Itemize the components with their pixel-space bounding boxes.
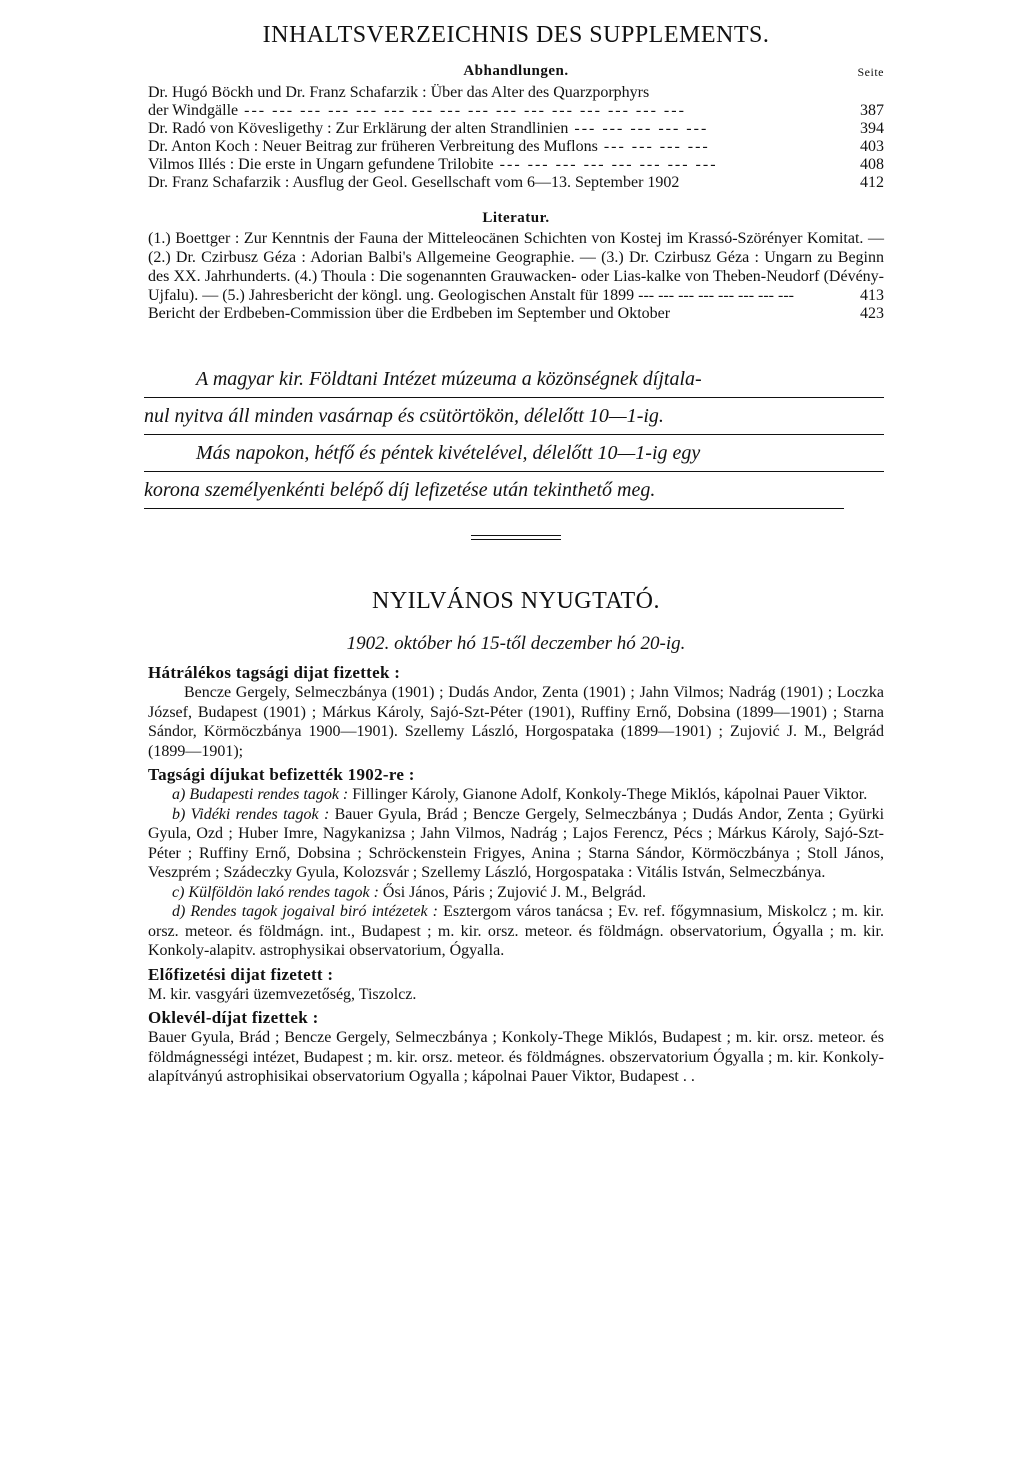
- toc-entry-text: der Windgälle: [148, 102, 239, 119]
- notice-line-3: Más napokon, hétfő és péntek kivételével, délelőtt 10—1-ig egy: [144, 435, 884, 472]
- arrears-heading: Hátrálékos tagsági dijat fizettek :: [148, 663, 401, 682]
- subscription-heading: Előfizetési dijat fizetett :: [148, 964, 334, 984]
- literatur-entry-text: (1.) Boettger : Zur Kenntnis der Fauna der Mitteleocänen Schichten von Kostej im Krassó-Szörényer Komitat. — (2.) Dr. Czirbusz Géza : Adorian Balbi's Allgemeine Geographie. — (3.) Dr. Czirbusz Géza : Ungarn zu Beginn des XX. Jahrhunderts. (4.) Thoula : Die sogenannten Grauwacken- oder Lias-kalke von Theben-Neudorf (Dévény-Ujfalu). — (5.) Jahresbericht der köngl. ung. Geologischen Anstalt für 1899: [148, 230, 884, 304]
- toc-entry-text: Vilmos Illés : Die erste in Ungarn gefundene Trilobite: [148, 156, 494, 173]
- fees-institutions-text: Esztergom város tanácsa ; Ev. ref. főgymnasium, Miskolcz ; m. kir. orsz. meteor. és földmágn. int., Budapest ; m. kir. orsz. meteor. és földmágn. observatorium, Ógyalla ; m. kir. Konkoly-alapitv. astrophysikai observatorium, Ógyalla.: [148, 903, 885, 959]
- notice-line-2: nul nyitva áll minden vasárnap és csütörtökön, délelőtt 10—1-ig.: [144, 398, 884, 435]
- arrears-text: Bencze Gergely, Selmeczbánya (1901) ; Dudás Andor, Zenta (1901) ; Jahn Vilmos; Nadrág (1901) ; Loczka József, Budapest (1901) ; Márkus Károly, Sajó-Szt-Péter (1901), Ruffiny Ernő, Dobsina (1899—1901) ; Starna Sándor, Körmöczbánya 1900—1901). Szellemy László, Horgospataka (1899—1901) ; Zujović J. M., Belgrád (1899—1901);: [148, 684, 884, 760]
- literatur-entry-text: Bericht der Erdbeben-Commission über die Erdbeben im September und Oktober: [148, 305, 671, 322]
- toc-entry-5: [148, 174, 884, 192]
- receipt-date: 1902. október hó 15-től deczember hó 20-ig.: [346, 633, 686, 654]
- toc-entry-3: [148, 138, 884, 156]
- toc-page-number: 413: [860, 287, 884, 304]
- diploma-heading: Oklevél-díjat fizettek :: [148, 1008, 319, 1027]
- toc-page-number: 408: [860, 156, 884, 173]
- literatur-entry-2: [148, 305, 884, 323]
- toc-entry-text: Dr. Anton Koch : Neuer Beitrag zur früheren Verbreitung des Muflons: [148, 138, 598, 155]
- literatur-heading: Literatur.: [482, 210, 550, 226]
- toc-page-number: 387: [860, 102, 884, 119]
- fees-provincial-text: Bauer Gyula, Brád ; Bencze Gergely, Selmeczbánya ; Dudás Andor, Zenta ; Gyürki Gyula, Ozd ; Huber Imre, Nagykanizsa ; Jahn Vilmos, Nadrág ; Lajos Ferencz, Pécs ; Márkus Károly, Sajó-Szt-Péter ; Ruffiny Ernő, Dobsina ; Schröckenstein Frigyes, Anina ; Starna Sándor, Körmöczbánya ; Stoll János, Veszprém ; Szádeczky Gyula, Kolozsvár ; Szellemy László, Horgospataka : Vitális István, Selmeczbánya.: [148, 805, 885, 881]
- seite-label: Seite: [857, 65, 884, 79]
- toc-leader: --- --- --- --- --- --- --- --- --- --- --- --- --- --- --- ---: [244, 102, 686, 119]
- fees-budapest: [148, 785, 884, 805]
- fees-abroad-label: c) Külföldön lakó rendes tagok :: [172, 883, 379, 901]
- toc-leader: --- --- --- ---: [603, 138, 710, 155]
- fees-provincial-label: b) Vidéki rendes tagok :: [172, 805, 330, 823]
- abhandlungen-heading: [148, 63, 884, 80]
- abhandlungen-heading-text: Abhandlungen.: [463, 63, 569, 79]
- fees-provincial: [148, 805, 884, 883]
- subscription-text: M. kir. vasgyári üzemvezetőség, Tiszolcz.: [148, 985, 417, 1003]
- toc-page-number: 394: [860, 120, 884, 137]
- receipt-title: NYILVÁNOS NYUGTATÓ.: [371, 588, 661, 614]
- toc-leader: --- --- --- --- ---: [574, 120, 709, 137]
- museum-notice: [144, 361, 884, 509]
- toc-leader: --- --- --- --- --- --- --- ---: [499, 156, 718, 173]
- toc-entry-text: Dr. Franz Schafarzik : Ausflug der Geol. Gesellschaft vom 6—13. September 1902: [148, 174, 680, 191]
- toc-entry-1-line-2: [148, 102, 884, 120]
- notice-line-1: A magyar kir. Földtani Intézet múzeuma a közönségnek díjtala-: [144, 361, 884, 398]
- fees-institutions: [148, 902, 884, 961]
- fees-budapest-text: Fillinger Károly, Gianone Adolf, Konkoly-Thege Miklós, kápolnai Pauer Viktor.: [352, 786, 868, 803]
- notice-line-4: korona személyenkénti belépő díj lefizetése után tekinthető meg.: [144, 472, 844, 509]
- toc-entry-2: [148, 120, 884, 138]
- toc-entry-1-line-1: Dr. Hugó Böckh und Dr. Franz Schafarzik : Über das Alter des Quarzporphyrs: [148, 84, 650, 101]
- fees-budapest-label: a) Budapesti rendes tagok :: [172, 786, 349, 803]
- toc-entry-text: Dr. Radó von Kövesligethy : Zur Erklärung der alten Strandlinien: [148, 120, 569, 137]
- page-title: INHALTSVERZEICHNIS DES SUPPLEMENTS.: [262, 22, 770, 48]
- toc-page-number: 412: [860, 174, 884, 191]
- toc-page-number: 403: [860, 138, 884, 155]
- toc-entry-4: [148, 156, 884, 174]
- literatur-entry-1: [148, 229, 884, 305]
- toc-leader: --- --- --- --- --- --- --- ---: [638, 287, 794, 304]
- fees-institutions-label: d) Rendes tagok jogaival biró intézetek :: [172, 903, 438, 920]
- fees-abroad: [148, 883, 884, 903]
- diploma-text: Bauer Gyula, Brád ; Bencze Gergely, Selmeczbánya ; Konkoly-Thege Miklós, Budapest ; m. kir. orsz. meteor. és földmágnességi intézet, Budapest ; m. kir. orsz. meteor. és földmágnes. obszervatorium Ógyalla ; m. kir. Konkoly-alapítványú astrophisikai observatorium Ogyalla ; kápolnai Pauer Viktor, Budapest . .: [148, 1029, 884, 1085]
- fees-heading: Tagsági díjukat befizették 1902-re :: [148, 765, 415, 784]
- toc-page-number: 423: [860, 305, 884, 322]
- fees-abroad-text: Ősi János, Páris ; Zujović J. M., Belgrád.: [382, 883, 647, 901]
- section-divider: [471, 535, 561, 536]
- section-divider: [471, 539, 561, 540]
